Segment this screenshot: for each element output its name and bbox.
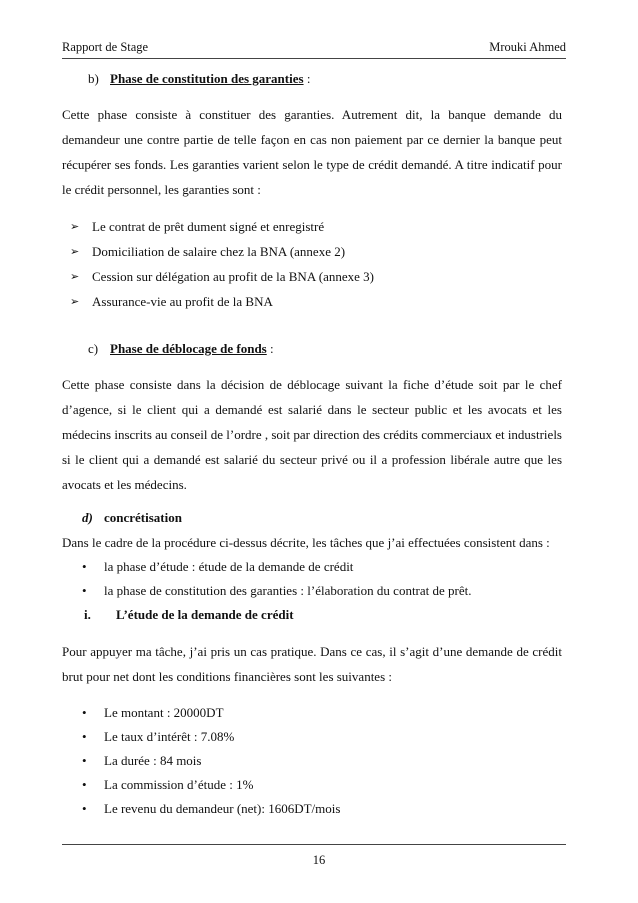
- list-item: [70, 239, 562, 264]
- page-content: [62, 66, 562, 821]
- header-title: Rapport de Stage: [62, 40, 149, 54]
- arrow-bullet-icon: ➢: [70, 295, 80, 308]
- bullet-icon: •: [82, 705, 87, 720]
- section-b-paragraph: Cette phase consiste à constituer des garanties. Autrement dit, la banque demande du demandeur une contre partie de telle façon en cas non paiement par ce dernier la banque peut récupérer ses fonds. Les garanties varient selon le type de crédit demandé. A titre indicatif pour le crédit personnel, les garanties sont :: [62, 107, 562, 197]
- header-rule: [62, 58, 566, 59]
- list-item: [82, 579, 562, 603]
- list-item-text: Assurance-vie au profit de la BNA: [92, 294, 273, 309]
- list-item-text: La commission d’étude : 1%: [104, 777, 254, 792]
- list-item: [70, 214, 562, 239]
- list-item: [82, 701, 562, 725]
- section-c-title: Phase de déblocage de fonds: [110, 341, 267, 356]
- list-item: [82, 725, 562, 749]
- footer-rule: [62, 844, 566, 845]
- arrow-bullet-icon: ➢: [70, 270, 80, 283]
- page-number: 16: [312, 853, 326, 867]
- section-d-heading: [62, 507, 562, 529]
- section-c-label: c): [88, 341, 99, 356]
- bullet-icon: •: [82, 583, 87, 598]
- bullet-icon: •: [82, 559, 87, 574]
- list-item: [70, 289, 562, 314]
- bullet-icon: •: [82, 777, 87, 792]
- list-item-text: Le montant : 20000DT: [104, 705, 224, 720]
- list-item-text: la phase d’étude : étude de la demande de crédit: [104, 559, 354, 574]
- section-i-heading: [62, 603, 562, 627]
- guarantees-list: [62, 214, 562, 314]
- arrow-bullet-icon: ➢: [70, 220, 80, 233]
- list-item-text: Le revenu du demandeur (net): 1606DT/mois: [104, 801, 341, 816]
- section-d-title: concrétisation: [104, 510, 182, 525]
- list-item-text: Le taux d’intérêt : 7.08%: [104, 729, 235, 744]
- list-item-text: La durée : 84 mois: [104, 753, 202, 768]
- section-b-label: b): [88, 71, 99, 86]
- bullet-icon: •: [82, 801, 87, 816]
- section-c-paragraph: Cette phase consiste dans la décision de déblocage suivant la fiche d’étude soit par le chef d’agence, si le client qui a demandé est salarié dans le secteur public et les avocats et les médecins inscrits au conseil de l’ordre , soit par direction des crédits commerciaux et industriels si le client qui a demandé est salarié du secteur privé ou il a profession libérale autre que les avocats et les médecins.: [62, 377, 562, 492]
- section-i-paragraph: Pour appuyer ma tâche, j’ai pris un cas pratique. Dans ce cas, il s’agit d’une demande de crédit brut pour net dont les conditions financières sont les suivantes :: [62, 644, 562, 684]
- bullet-icon: •: [82, 729, 87, 744]
- section-b-title: Phase de constitution des garanties: [110, 71, 304, 86]
- list-item: [82, 773, 562, 797]
- header-author: Mrouki Ahmed: [489, 40, 566, 54]
- section-i-label: i.: [84, 607, 91, 622]
- section-c-heading: [62, 338, 562, 360]
- section-d-label: d): [82, 510, 93, 525]
- section-d-paragraph: Dans le cadre de la procédure ci-dessus décrite, les tâches que j’ai effectuées consistent dans :: [62, 535, 550, 550]
- arrow-bullet-icon: ➢: [70, 245, 80, 258]
- list-item: [82, 555, 562, 579]
- list-item-text: la phase de constitution des garanties : l’élaboration du contrat de prêt.: [104, 583, 472, 598]
- tasks-list: [62, 555, 562, 603]
- list-item-text: Cession sur délégation au profit de la BNA (annexe 3): [92, 269, 374, 284]
- page-header: [62, 40, 566, 58]
- section-c-suffix: :: [266, 341, 274, 356]
- list-item: [82, 797, 562, 821]
- list-item: [82, 749, 562, 773]
- section-i-title: L’étude de la demande de crédit: [116, 607, 294, 622]
- list-item-text: Le contrat de prêt dument signé et enregistré: [92, 219, 325, 234]
- bullet-icon: •: [82, 753, 87, 768]
- list-item-text: Domiciliation de salaire chez la BNA (annexe 2): [92, 244, 346, 259]
- section-b-heading: [62, 68, 562, 90]
- section-b-suffix: :: [303, 71, 311, 86]
- list-item: [70, 264, 562, 289]
- conditions-list: [62, 701, 562, 821]
